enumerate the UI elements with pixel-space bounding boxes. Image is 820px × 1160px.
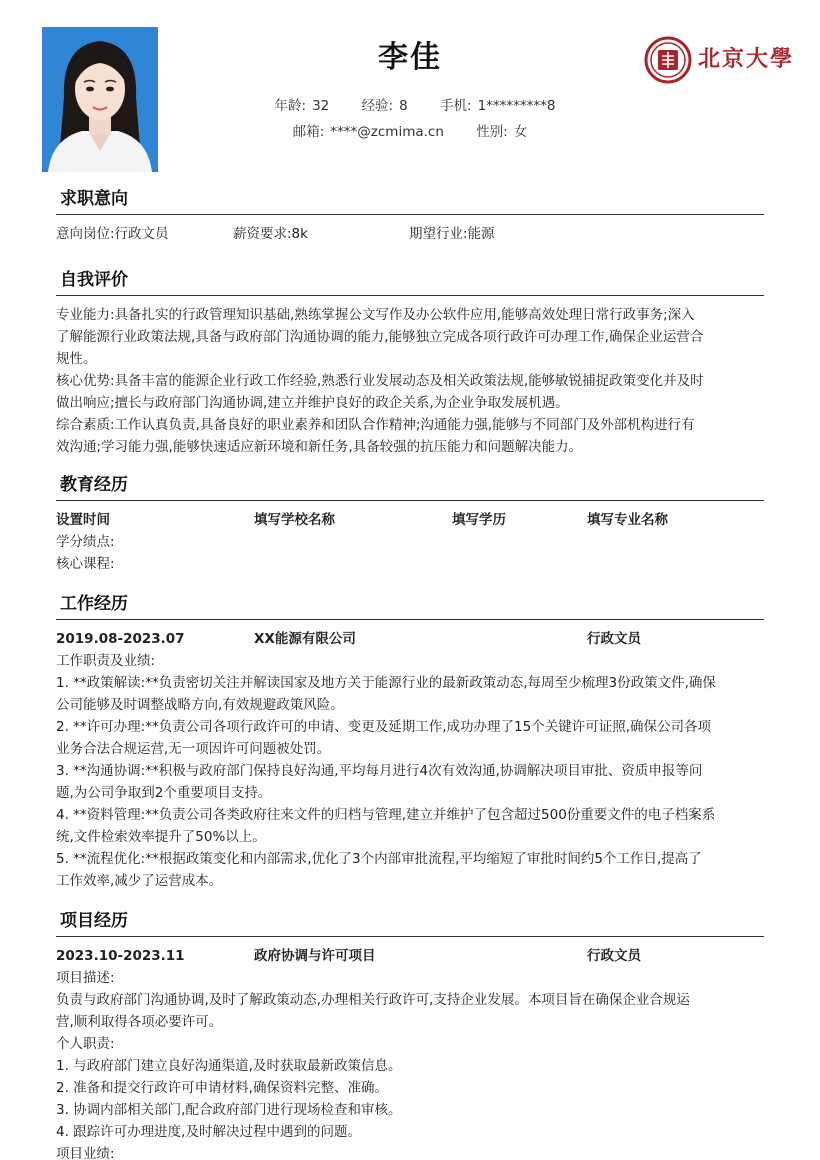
university-seal-icon bbox=[644, 36, 692, 84]
self-evaluation-section bbox=[56, 268, 764, 458]
project-experience-title: 项目经历 bbox=[56, 909, 764, 937]
work-line: 4. **资料管理:**负责公司各类政府往来文件的归档与管理,建立并维护了包含超过500份重要文件的电子档案系 bbox=[56, 807, 716, 823]
experience-label: 经验: bbox=[361, 98, 394, 114]
experience-field bbox=[362, 96, 408, 116]
project-line: 负责与政府部门沟通协调,及时了解政策动态,办理相关行政许可,支持企业发展。本项目旨在确保企业合规运 bbox=[56, 992, 690, 1008]
work-line: 公司能够及时调整战略方向,有效规避政策风险。 bbox=[56, 697, 344, 713]
work-experience-title: 工作经历 bbox=[56, 592, 764, 620]
project-line: 2. 准备和提交行政许可申请材料,确保资料完整、准确。 bbox=[56, 1080, 388, 1096]
project-name: 政府协调与许可项目 bbox=[254, 948, 376, 964]
education-section bbox=[56, 473, 764, 575]
work-line: 2. **许可办理:**负责公司各项行政许可的申请、变更及延期工作,成功办理了15个关键许可证照,确保公司各项 bbox=[56, 719, 711, 735]
education-school: 填写学校名称 bbox=[254, 512, 335, 528]
work-line: 业务合法合规运营,无一项因许可问题被处罚。 bbox=[56, 741, 331, 757]
candidate-name: 李佳 bbox=[378, 40, 442, 75]
email-label: 邮箱: bbox=[292, 124, 325, 140]
work-spacer bbox=[452, 628, 587, 650]
self-eval-line: 规性。 bbox=[56, 351, 97, 367]
phone-field bbox=[440, 96, 556, 116]
self-eval-line: 综合素质:工作认真负责,具备良好的职业素养和团队合作精神;沟通能力强,能够与不同部门及外部机构进行有 bbox=[56, 417, 695, 433]
project-line: 1. 与政府部门建立良好沟通渠道,及时获取最新政策信息。 bbox=[56, 1058, 402, 1074]
gender-label: 性别: bbox=[476, 124, 508, 140]
self-evaluation-title: 自我评价 bbox=[56, 268, 764, 296]
education-title: 教育经历 bbox=[56, 473, 764, 501]
project-role: 行政文员 bbox=[587, 948, 641, 964]
education-gpa: 学分绩点: bbox=[56, 534, 115, 550]
job-intent-row bbox=[56, 223, 764, 245]
intent-position: 意向岗位:行政文员 bbox=[56, 226, 169, 242]
work-period: 2019.08-2023.07 bbox=[56, 631, 185, 647]
project-spacer bbox=[452, 945, 587, 967]
work-line: 工作职责及业绩: bbox=[56, 653, 156, 669]
work-line: 工作效率,减少了运营成本。 bbox=[56, 873, 223, 889]
education-time: 设置时间 bbox=[56, 512, 110, 528]
phone-label: 手机: bbox=[440, 98, 472, 114]
work-line: 题,为公司争取到2个重要项目支持。 bbox=[56, 785, 272, 801]
work-company: XX能源有限公司 bbox=[254, 631, 356, 647]
self-eval-line: 做出响应;擅长与政府部门沟通协调,建立并维护良好的政企关系,为企业争取发展机遇。 bbox=[56, 395, 569, 411]
work-experience-section bbox=[56, 592, 764, 892]
university-logo-text: 北京大學 bbox=[698, 46, 795, 72]
work-line: 5. **流程优化:**根据政策变化和内部需求,优化了3个内部审批流程,平均缩短了审批时间约5个工作日,提高了 bbox=[56, 851, 702, 867]
experience-value: 8 bbox=[399, 98, 408, 114]
self-eval-line: 核心优势:具备丰富的能源企业行政工作经验,熟悉行业发展动态及相关政策法规,能够敏锐捕捉政策变化并及时 bbox=[56, 373, 704, 389]
education-degree: 填写学历 bbox=[452, 512, 506, 528]
project-period: 2023.10-2023.11 bbox=[56, 948, 185, 964]
project-line: 4. 跟踪许可办理进度,及时解决过程中遇到的问题。 bbox=[56, 1124, 361, 1140]
self-eval-line: 专业能力:具备扎实的行政管理知识基础,熟练掌握公文写作及办公软件应用,能够高效处理日常行政事务;深入 bbox=[56, 307, 695, 323]
job-intent-section bbox=[56, 187, 764, 245]
age-field bbox=[275, 96, 330, 116]
phone-value: 1*********8 bbox=[477, 98, 556, 114]
project-experience-section bbox=[56, 909, 764, 1160]
gender-field bbox=[476, 122, 527, 142]
project-header-row bbox=[56, 945, 764, 967]
project-line: 营,顺利取得各项必要许可。 bbox=[56, 1014, 223, 1030]
gender-value: 女 bbox=[513, 124, 528, 140]
basic-info-row-1 bbox=[0, 96, 820, 116]
project-line: 3. 协调内部相关部门,配合政府部门进行现场检查和审核。 bbox=[56, 1102, 402, 1118]
work-header-row bbox=[56, 628, 764, 650]
job-intent-title: 求职意向 bbox=[56, 187, 764, 215]
age-label: 年龄: bbox=[274, 98, 307, 114]
work-line: 1. **政策解读:**负责密切关注并解读国家及地方关于能源行业的最新政策动态,每周至少梳理3份政策文件,确保 bbox=[56, 675, 716, 691]
education-header-row bbox=[56, 509, 764, 531]
intent-industry: 期望行业:能源 bbox=[409, 226, 495, 242]
education-major: 填写专业名称 bbox=[587, 512, 668, 528]
work-role: 行政文员 bbox=[587, 631, 641, 647]
email-value: ****@zcmima.cn bbox=[330, 124, 444, 140]
age-value: 32 bbox=[312, 98, 330, 114]
self-eval-line: 效沟通;学习能力强,能够快速适应新环境和新任务,具备较强的抗压能力和问题解决能力。 bbox=[56, 439, 583, 455]
self-eval-line: 了解能源行业政策法规,具备与政府部门沟通协调的能力,能够独立完成各项行政许可办理工作,确保企业运营合 bbox=[56, 329, 704, 345]
project-line: 项目描述: bbox=[56, 970, 115, 986]
work-line: 3. **沟通协调:**积极与政府部门保持良好沟通,平均每月进行4次有效沟通,协调解决项目审批、资质申报等问 bbox=[56, 763, 703, 779]
intent-salary: 薪资要求:8k bbox=[233, 226, 308, 242]
project-line: 个人职责: bbox=[56, 1036, 115, 1052]
project-line: 项目业绩: bbox=[56, 1146, 115, 1160]
university-logo bbox=[644, 36, 794, 84]
education-courses: 核心课程: bbox=[56, 556, 115, 572]
email-field bbox=[293, 122, 444, 142]
basic-info-row-2 bbox=[0, 122, 820, 142]
work-line: 统,文件检索效率提升了50%以上。 bbox=[56, 829, 266, 845]
